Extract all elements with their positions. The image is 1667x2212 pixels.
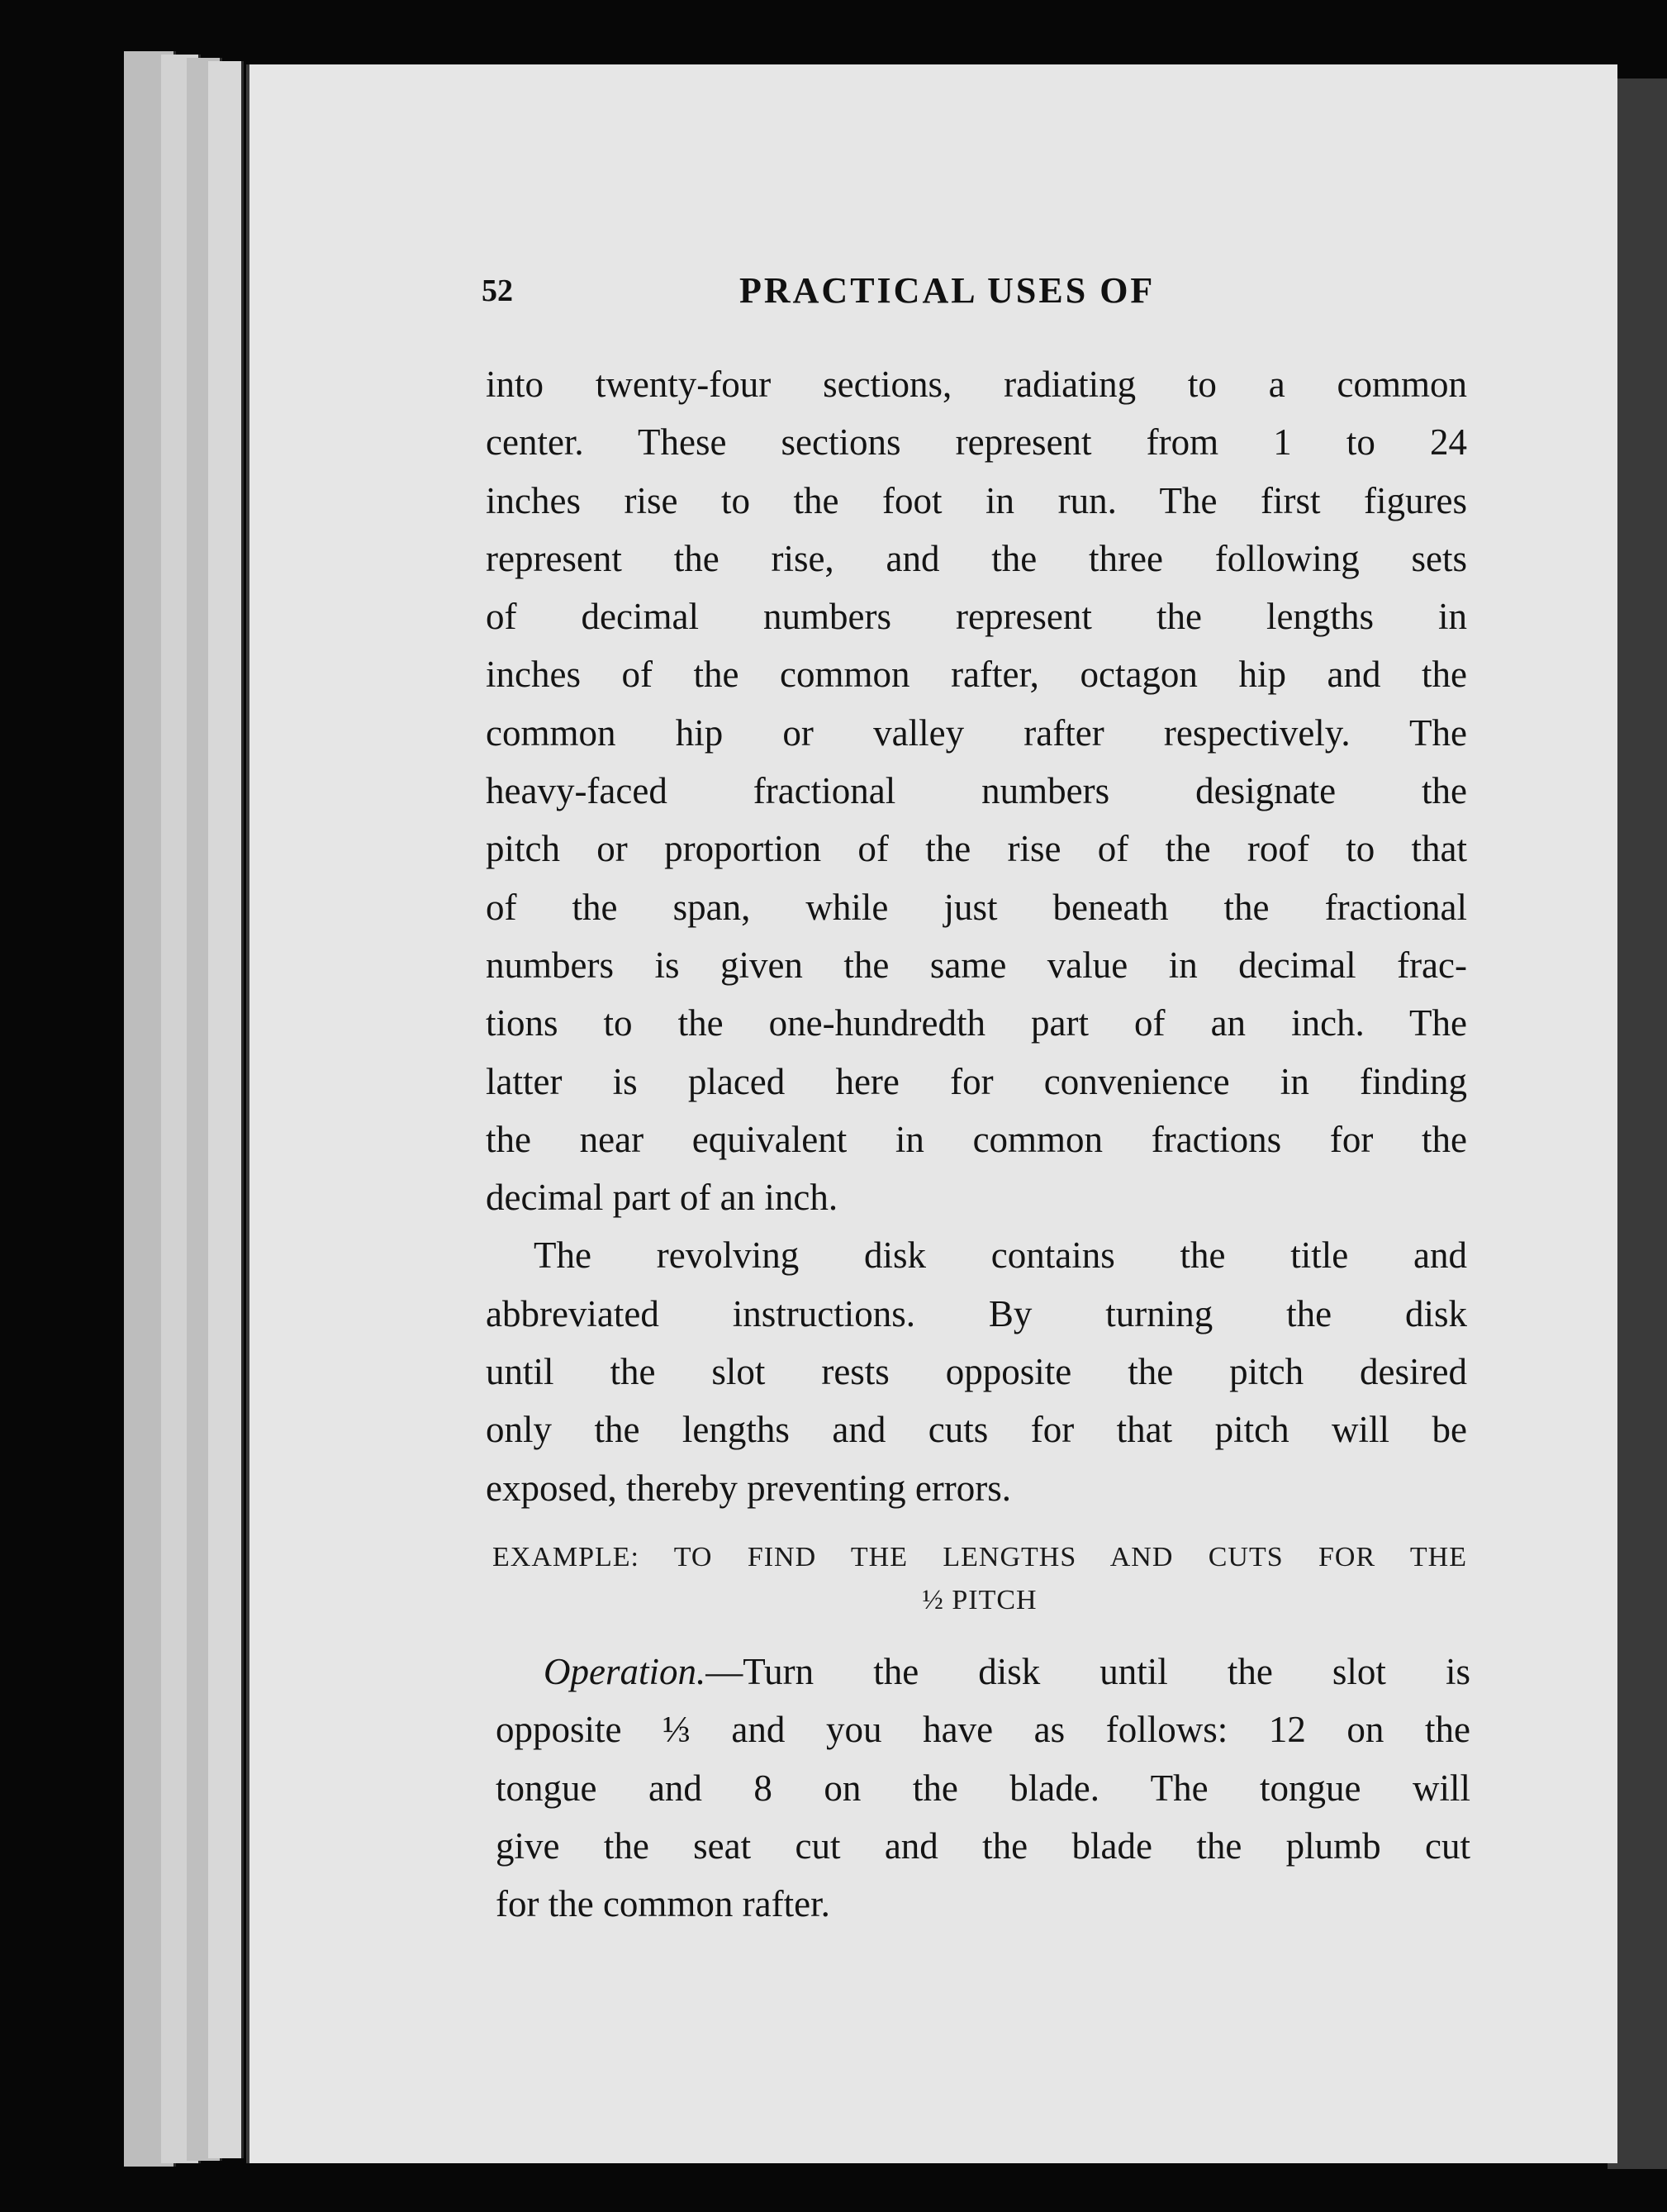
text-line: give the seat cut and the blade the plumb cut <box>496 1824 1470 1867</box>
text-line: of decimal numbers represent the lengths in <box>486 596 1467 638</box>
text-line: inches rise to the foot in run. The first figures <box>486 479 1467 521</box>
text-line: heavy-faced fractional numbers designate the <box>486 770 1467 812</box>
running-head: PRACTICAL USES OF <box>739 270 1156 311</box>
text-line: exposed, thereby preventing errors. <box>486 1467 1012 1509</box>
text-line: opposite ⅓ and you have as follows: 12 on the <box>496 1709 1470 1751</box>
text-line: latter is placed here for convenience in finding <box>486 1060 1467 1102</box>
text-line: pitch or proportion of the rise of the roof to that <box>486 828 1467 870</box>
example-heading-line: ½ PITCH <box>922 1585 1038 1615</box>
text-line: tongue and 8 on the blade. The tongue will <box>496 1767 1470 1809</box>
operation-paragraph <box>496 1643 1470 1933</box>
text-line: represent the rise, and the three following sets <box>486 537 1467 579</box>
text-line: for the common rafter. <box>496 1883 830 1925</box>
text-line: the near equivalent in common fractions for the <box>486 1118 1467 1160</box>
example-heading <box>492 1542 1467 1628</box>
operation-label: Operation. <box>544 1651 706 1692</box>
operation-text: —Turn the disk until the slot is <box>705 1651 1470 1692</box>
page-number: 52 <box>482 274 513 308</box>
text-line: inches of the common rafter, octagon hip and the <box>486 654 1467 696</box>
text-line: center. These sections represent from 1 to 24 <box>486 421 1467 464</box>
text-line: tions to the one-hundredth part of an inch. The <box>486 1002 1467 1044</box>
page-header <box>467 269 1475 319</box>
text-line: abbreviated instructions. By turning the disk <box>486 1292 1467 1334</box>
text-line: numbers is given the same value in decimal frac- <box>486 944 1467 986</box>
page-edge-stack <box>208 61 244 2158</box>
text-line: common hip or valley rafter respectively. The <box>486 711 1467 754</box>
text-line: into twenty-four sections, radiating to a common <box>486 364 1467 405</box>
text-line <box>496 1643 1470 1701</box>
text-line: until the slot rests opposite the pitch desired <box>486 1351 1467 1393</box>
text-line: The revolving disk contains the title and <box>534 1234 1467 1277</box>
body-text <box>486 355 1467 1517</box>
text-line: decimal part of an inch. <box>486 1177 838 1219</box>
example-heading-line: EXAMPLE: TO FIND THE LENGTHS AND CUTS FOR THE <box>492 1542 1467 1572</box>
text-line: of the span, while just beneath the fractional <box>486 886 1467 928</box>
text-line: only the lengths and cuts for that pitch will be <box>486 1409 1467 1451</box>
